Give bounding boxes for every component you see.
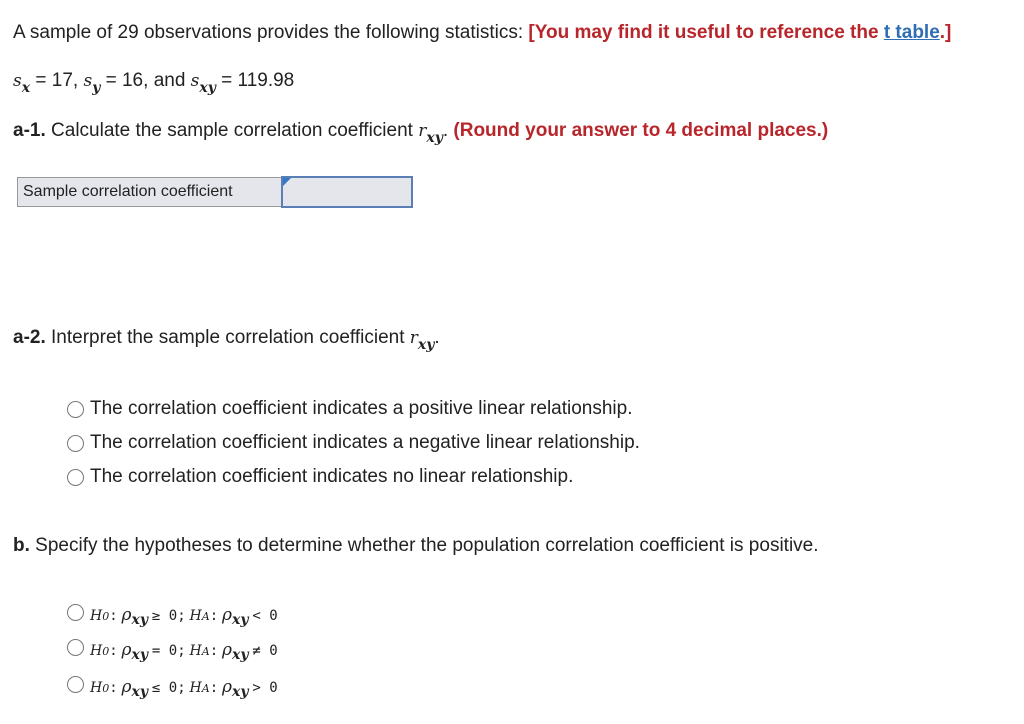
rho-symbol: ρ: [121, 640, 132, 660]
a2-dot: .: [434, 327, 440, 348]
ha-sub: A: [201, 645, 210, 658]
and-word: and: [153, 70, 186, 91]
hypothesis-option-1[interactable]: [90, 605, 278, 628]
sx-sub: x: [21, 80, 31, 96]
hint-open: [You may find it useful to reference the: [528, 22, 879, 43]
sxy-sub: xy: [199, 80, 216, 96]
colon: :: [209, 608, 219, 624]
h0-operator: ≤ 0;: [151, 680, 186, 696]
radio-a2-negative[interactable]: [67, 435, 84, 452]
option-a2-negative[interactable]: The correlation coefficient indicates a negative linear relationship.: [90, 432, 640, 453]
rho-symbol: ρ: [222, 605, 233, 625]
rho-symbol: ρ: [121, 677, 132, 697]
a2-var: r: [409, 328, 418, 348]
radio-b-option-3[interactable]: [67, 676, 84, 693]
a1-round-note: (Round your answer to 4 decimal places.): [453, 120, 829, 141]
sx-var: s: [13, 71, 22, 91]
ha-operator: ≠ 0: [252, 643, 278, 659]
rho-sub: xy: [131, 684, 149, 700]
b-text: Specify the hypotheses to determine whether the population correlation coefficient is positive.: [35, 535, 819, 556]
a1-sub: xy: [426, 130, 443, 146]
question-a2: [13, 327, 440, 353]
radio-a2-none[interactable]: [67, 469, 84, 486]
rho-sub: xy: [232, 684, 249, 700]
rho-symbol: ρ: [121, 605, 132, 625]
h0-sub: 0: [102, 682, 110, 695]
t-table-link[interactable]: t table: [883, 22, 940, 43]
colon: :: [109, 608, 118, 624]
option-a2-none[interactable]: The correlation coefficient indicates no linear relationship.: [90, 466, 574, 487]
ha-sub: A: [201, 682, 210, 695]
a2-text: Interpret the sample correlation coefficient: [51, 327, 405, 348]
colon: :: [209, 643, 219, 659]
a1-dot: .: [442, 120, 449, 141]
question-a1: [13, 120, 829, 146]
a2-sub: xy: [417, 337, 435, 353]
hint-close: .]: [939, 22, 952, 43]
sy-value: = 16,: [105, 70, 149, 91]
h0-symbol: H: [90, 608, 103, 624]
radio-b-option-1[interactable]: [67, 604, 84, 621]
h0-sub: 0: [102, 610, 110, 623]
radio-a2-positive[interactable]: [67, 401, 84, 418]
ha-symbol: H: [189, 680, 202, 696]
hypothesis-option-2[interactable]: [90, 640, 278, 663]
colon: :: [109, 643, 118, 659]
rho-symbol: ρ: [222, 640, 233, 660]
rho-sub: xy: [232, 647, 249, 663]
hypothesis-option-3[interactable]: [90, 677, 278, 700]
sx-value: = 17,: [35, 70, 79, 91]
a2-lead: a-2.: [13, 327, 46, 348]
h0-operator: ≥ 0;: [151, 608, 186, 624]
ha-symbol: H: [189, 643, 202, 659]
rho-symbol: ρ: [222, 677, 233, 697]
h0-symbol: H: [90, 680, 103, 696]
b-lead: b.: [13, 535, 30, 556]
sy-var: s: [83, 71, 93, 91]
sy-sub: y: [92, 80, 101, 96]
rho-sub: xy: [131, 647, 149, 663]
a1-var: r: [418, 121, 427, 141]
rho-sub: xy: [131, 612, 149, 628]
colon: :: [109, 680, 118, 696]
rho-sub: xy: [232, 612, 249, 628]
ha-operator: > 0: [252, 680, 278, 696]
a1-lead: a-1.: [13, 120, 46, 141]
answer-table: [17, 177, 413, 207]
intro-text: A sample of 29 observations provides the following statistics:: [13, 22, 524, 43]
colon: :: [209, 680, 219, 696]
h0-operator: = 0;: [151, 643, 186, 659]
option-a2-positive[interactable]: The correlation coefficient indicates a positive linear relationship.: [90, 398, 633, 419]
sxy-value: = 119.98: [221, 70, 295, 91]
ha-symbol: H: [189, 608, 202, 624]
correlation-input-cell[interactable]: [281, 176, 413, 208]
a1-text: Calculate the sample correlation coefficient: [51, 120, 413, 141]
sxy-var: s: [190, 71, 200, 91]
answer-label: Sample correlation coefficient: [17, 177, 282, 207]
intro-line: [13, 22, 951, 44]
stats-line: [13, 70, 295, 96]
h0-symbol: H: [90, 643, 103, 659]
h0-sub: 0: [102, 645, 110, 658]
ha-operator: < 0: [252, 608, 278, 624]
correlation-input[interactable]: [283, 178, 411, 206]
radio-b-option-2[interactable]: [67, 639, 84, 656]
question-b: [13, 535, 819, 557]
ha-sub: A: [201, 610, 210, 623]
